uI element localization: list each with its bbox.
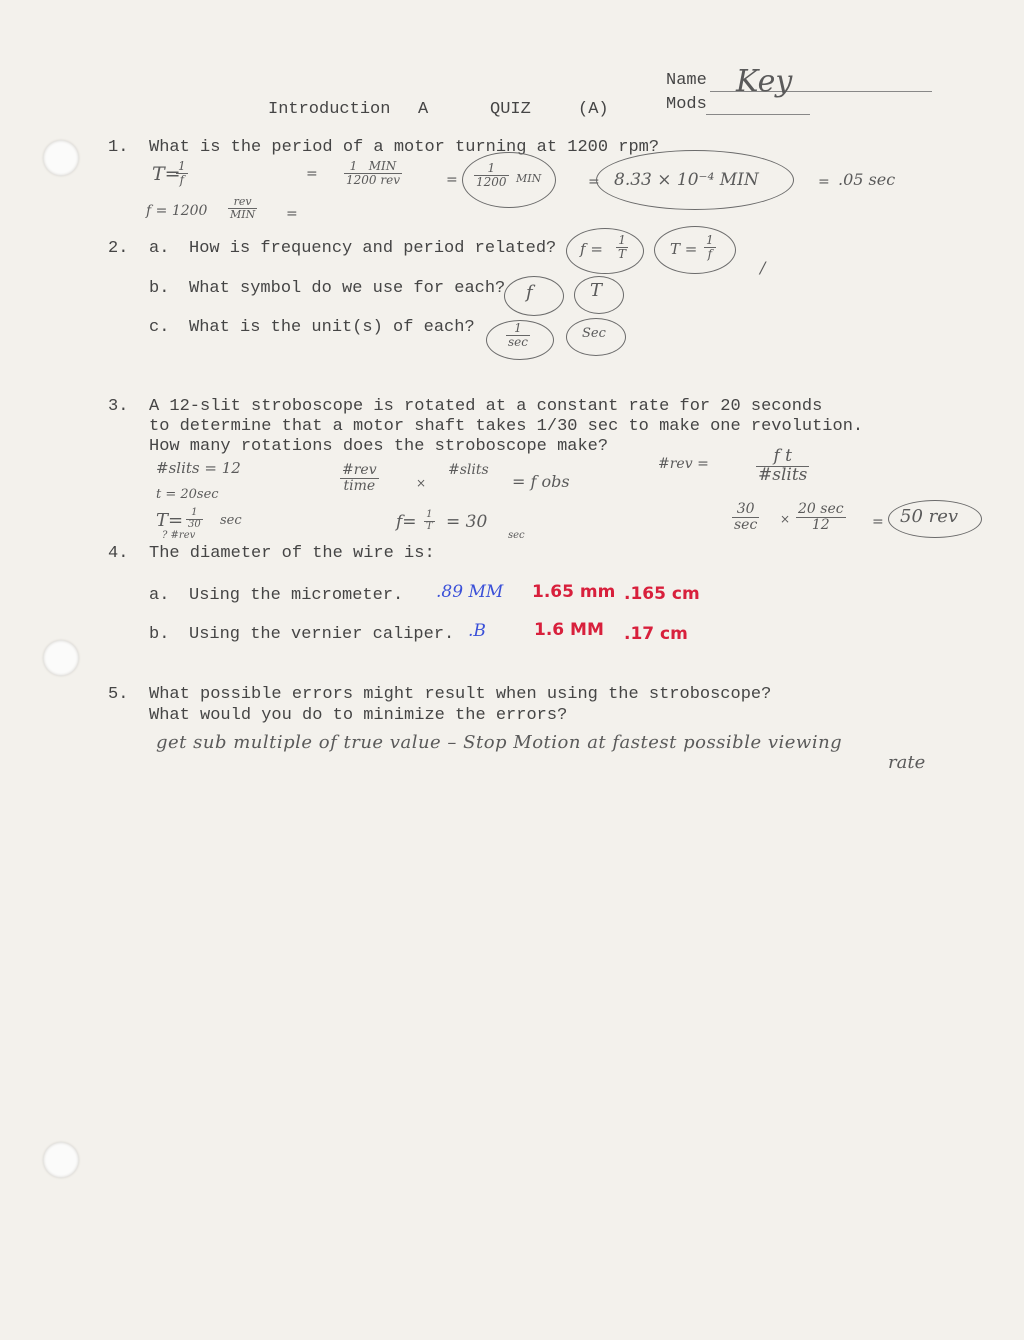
q1-work-value: 8.33 × 10⁻⁴ MIN [614,170,759,190]
q2b-circle-1 [504,276,564,316]
q2a-answer-2-frac: $\frac{1}{f}$ [706,233,714,261]
q1-work-frac-1200: $\frac{1}{1200}$ [476,161,507,189]
q4-number: 4. [108,544,129,563]
q3-work-fobs: = f obs [512,472,570,491]
q4b-text: Using the vernier caliper. [189,625,455,644]
q1-work-1-over-f: $\frac{1}{f}$ [178,159,186,187]
q3-work-rev-over-time: #rev time [342,462,377,494]
q5-line1: What possible errors might result when using the stroboscope? [149,685,772,704]
q1-work-eq1: = [306,166,318,182]
q1-answer: .05 sec [838,170,896,189]
q2b-text: What symbol do we use for each? [189,279,506,298]
mods-underline [706,114,810,115]
q5-number: 5. [108,685,129,704]
q5-answer-line1: get sub multiple of true value – Stop Motion at fastest possible viewing [156,732,843,753]
q3-line1: A 12-slit stroboscope is rotated at a constant rate for 20 seconds [149,397,823,416]
q3-work-f-lhs: f= [396,512,417,532]
q2b-label: b. [149,279,170,298]
q3-work-1-over-t: $\frac{1}{T}$ [426,509,433,532]
q3-work-period-frac: $\frac{1}{30}$ [188,507,201,530]
q4a-text: Using the micrometer. [189,586,404,605]
q2-number: 2. [108,239,129,258]
q1-work-eq4: = [818,174,830,190]
q1-work-min2: MIN [516,172,542,185]
q1-text: What is the period of a motor turning at 1200 rpm? [149,138,660,157]
q3-work-eq: = [872,514,884,530]
q3-result: 50 rev [900,506,959,527]
quiz-title: Introduction [268,100,391,119]
q3-work-30: = 30 [446,512,488,532]
q3-work-20sec-over-12: 20 sec 12 [798,501,844,533]
q3-work-30-per-sec: 30 sec [734,501,758,533]
q1-work-frac-min: 1 MIN 1200 rev [346,159,400,187]
quiz-version: (A) [578,100,609,119]
q1-work-f-line: f = 1200 [146,203,208,219]
q3-work-rev-question: ? #rev [162,530,196,541]
q1-work-eq2: = [446,172,458,188]
q1-work-rev-per-min: rev MIN [230,195,256,221]
binder-hole-top [43,140,79,176]
check-mark: / [760,258,766,277]
q3-number: 3. [108,397,129,416]
q3-line3: How many rotations does the stroboscope make? [149,437,609,456]
q3-work-period-unit: sec [220,513,242,528]
q3-line2: to determine that a motor shaft takes 1/30 sec to make one revolution. [149,417,864,436]
q2a-answer-1-lhs: f = [580,240,603,258]
q4b-red-answer-cm: .17 cm [624,624,688,644]
q2a-label: a. [149,239,170,258]
q2c-text: What is the unit(s) of each? [189,318,475,337]
q2c-answer-2: Sec [582,326,606,341]
q4b-red-answer-mm: 1.6 MM [534,620,604,640]
q4b-label: b. [149,625,170,644]
q3-work-slits2: #slits [448,462,489,478]
q2a-answer-2-lhs: T = [670,240,698,258]
q4b-blue-answer: .B [468,621,486,641]
q3-work-ft-over-slits: f t #slits [758,446,808,485]
q5-answer-line2: rate [888,752,926,773]
q3-work-period-lhs: T= [156,510,184,531]
q3-work-times2: × [780,512,791,526]
q3-work-rev-eq: #rev = [658,456,709,472]
q3-work-times: × [416,476,427,490]
binder-hole-bottom [43,1142,79,1178]
quiz-label: QUIZ [490,100,531,119]
q5-line2: What would you do to minimize the errors? [149,706,568,725]
q4-text: The diameter of the wire is: [149,544,435,563]
binder-hole-middle [43,640,79,676]
q1-work-eq5: = [286,206,298,222]
q2c-answer-1: 1 sec [508,321,528,349]
q2a-answer-1-frac: $\frac{1}{T}$ [618,233,627,261]
q1-number: 1. [108,138,129,157]
q4a-red-answer-cm: .165 cm [624,584,700,604]
q4a-red-answer-mm: 1.65 mm [532,582,616,602]
q4a-blue-answer: .89 MM [436,582,504,602]
q3-work-slits: #slits = 12 [156,459,241,477]
q2a-circle-1 [566,228,644,274]
q3-work-time: t = 20sec [156,487,219,502]
name-value: Key [736,64,793,99]
q2b-answer-2: T [590,280,603,301]
q3-work-sec: sec [508,530,525,541]
q2c-label: c. [149,318,170,337]
q2b-answer-1: f [526,282,533,303]
q1-work-t: T= [152,163,181,185]
q4a-label: a. [149,586,170,605]
name-label: Name [666,71,707,90]
mods-label: Mods [666,95,707,114]
quiz-letter: A [418,100,429,119]
q2a-text: How is frequency and period related? [189,239,557,258]
q1-work-eq3: = [588,174,600,190]
